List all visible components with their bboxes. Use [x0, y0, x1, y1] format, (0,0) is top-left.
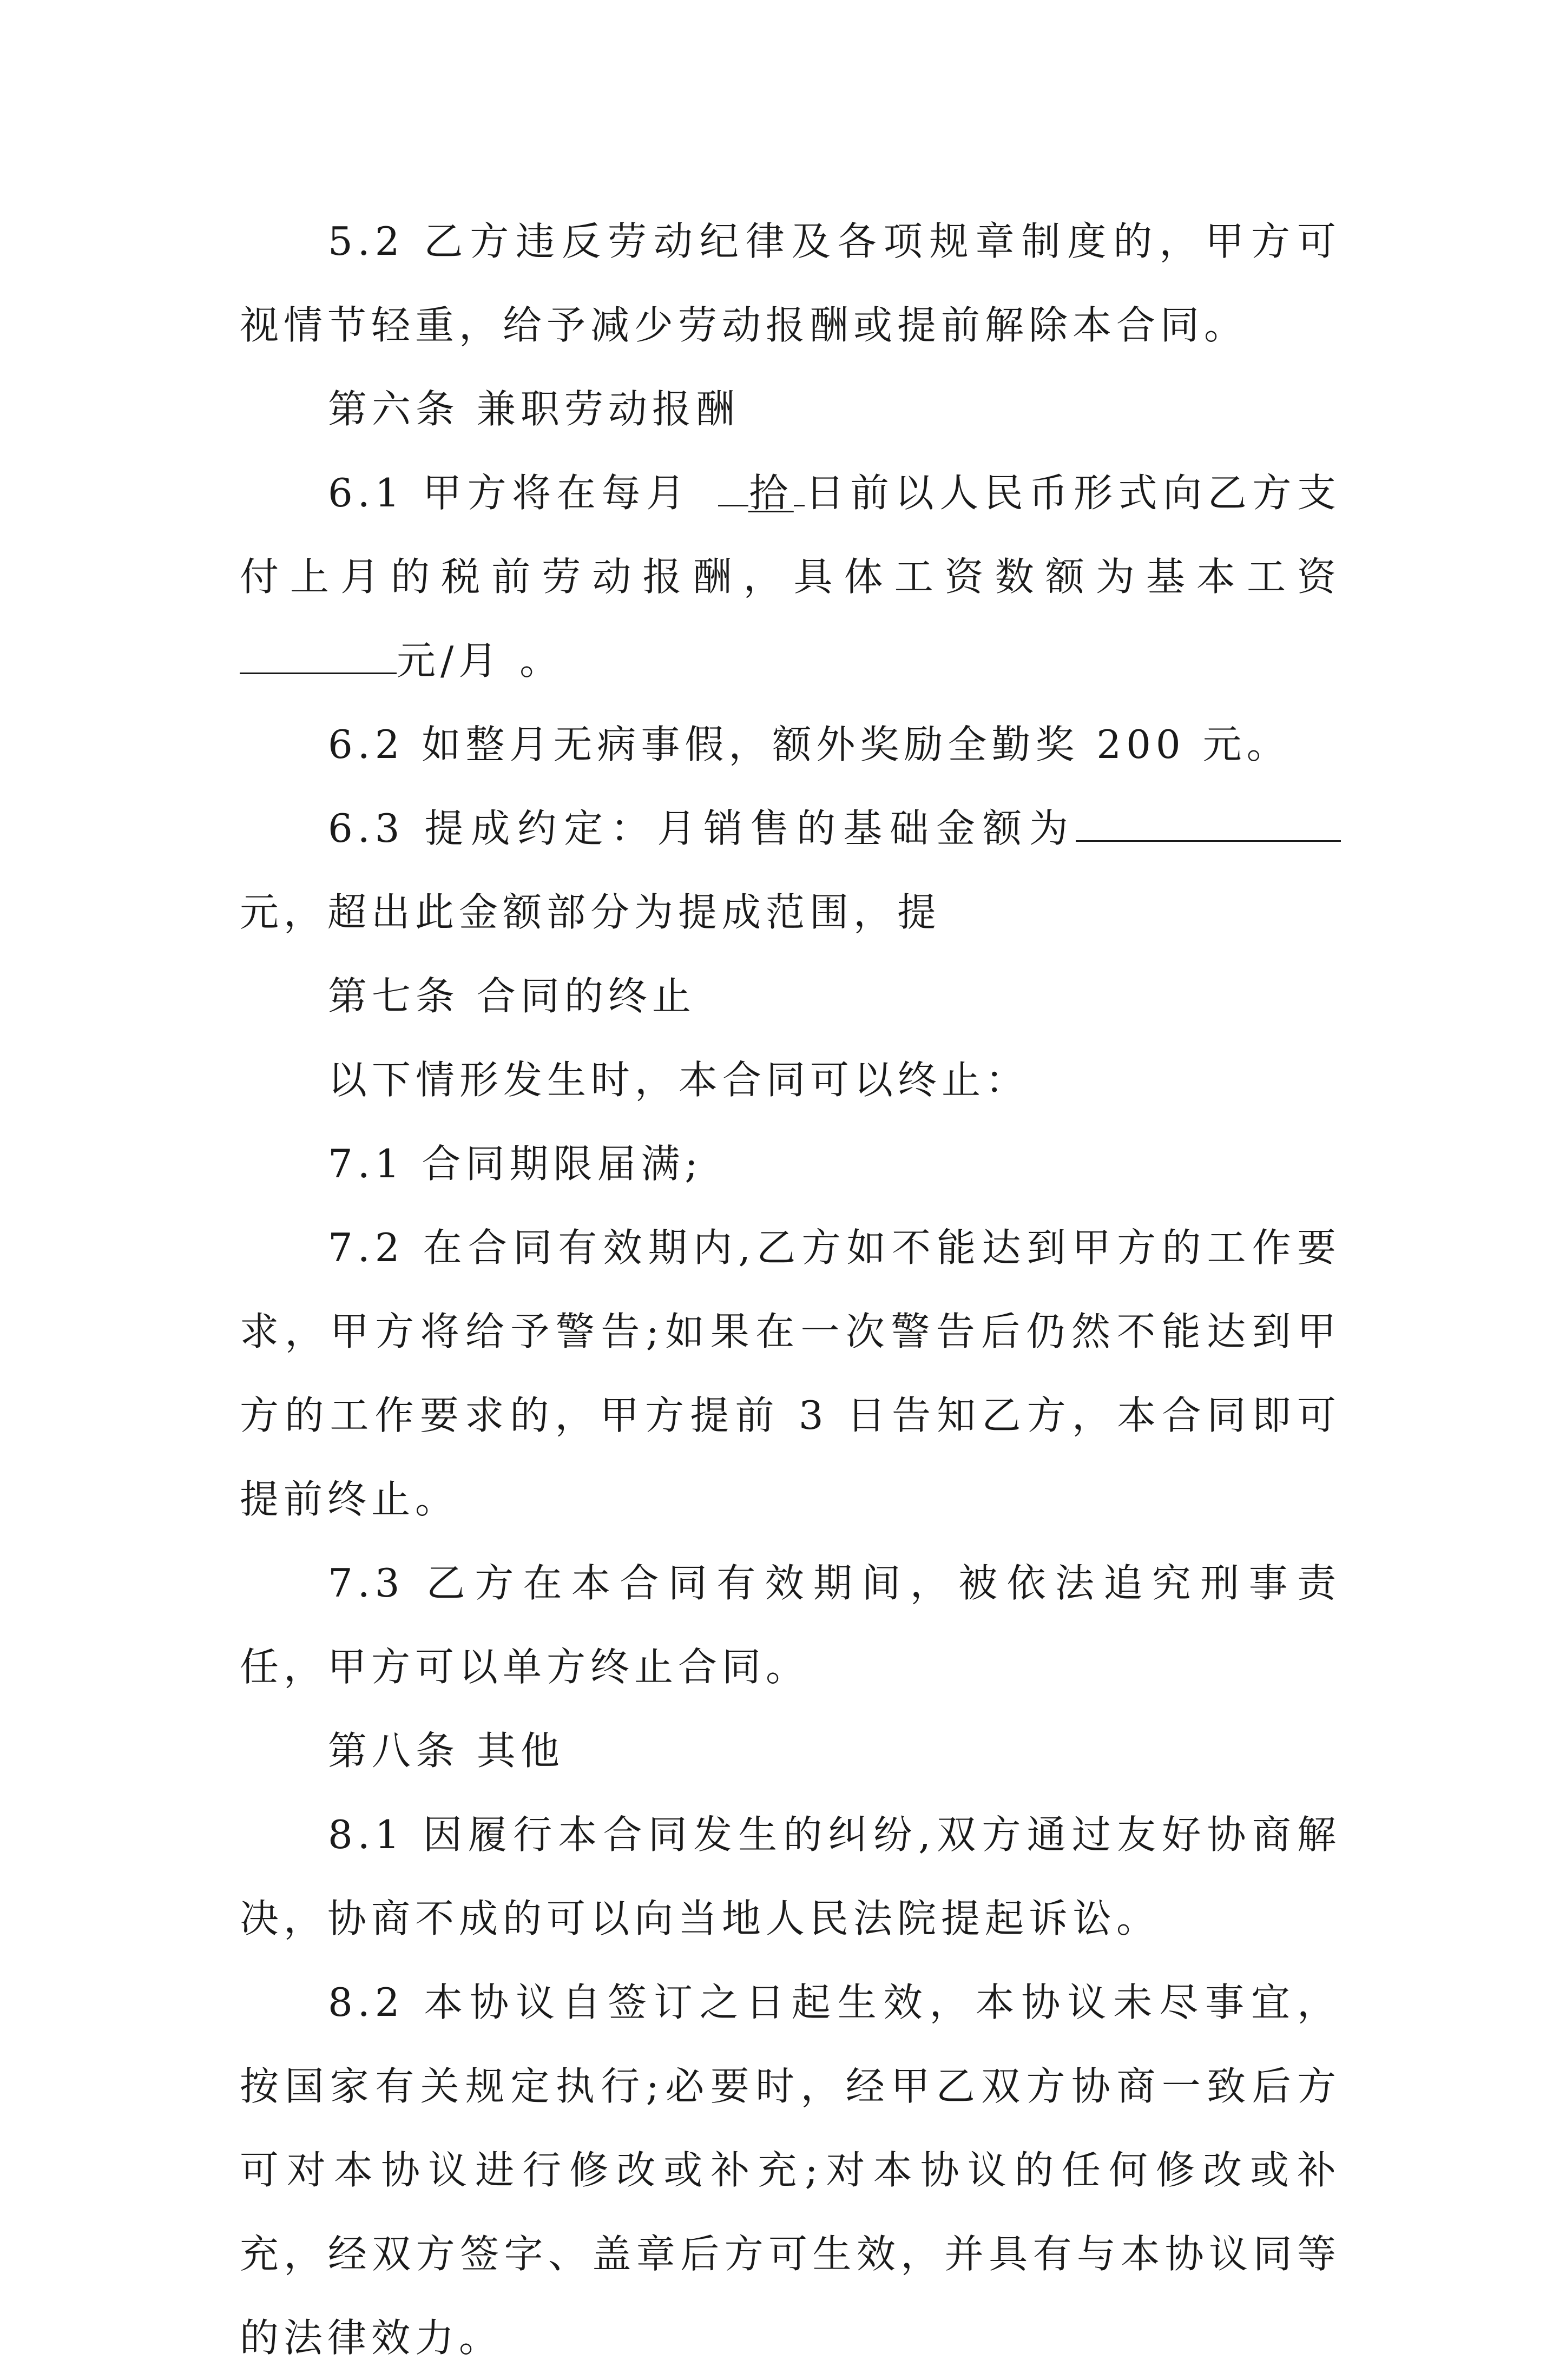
document-body	[240, 200, 1341, 2380]
payday-value: 拾	[748, 470, 794, 516]
clause-6-3-text-a: 6.3 提成约定：月销售的基础金额为	[328, 806, 1076, 851]
clause-6-1	[240, 451, 1341, 703]
clause-6-1-text-a: 6.1 甲方将在每月	[328, 470, 691, 516]
clause-7-intro: 以下情形发生时，本合同可以终止：	[328, 1057, 1030, 1103]
base-salary-blank	[240, 639, 397, 674]
clause-6-1-text-c: 元/月 。	[397, 638, 564, 683]
clause-7-1: 7.1 合同期限届满;	[328, 1141, 703, 1186]
clause-6-3-text-b: 元，超出此金额部分为提成范围，提	[240, 889, 942, 935]
clause-7-2: 7.2 在合同有效期内,乙方如不能达到甲方的工作要求，甲方将给予警告;如果在一次警告后仍然不能达到甲方的工作要求的，甲方提前 3 日告知乙方，本合同即可提前终止。	[240, 1225, 1341, 1522]
article-7-heading: 第七条 合同的终止	[328, 973, 696, 1019]
sales-base-blank	[1076, 807, 1341, 842]
payday-blank	[691, 470, 805, 516]
clause-7-3: 7.3 乙方在本合同有效期间，被依法追究刑事责任，甲方可以单方终止合同。	[240, 1560, 1341, 1690]
clause-8-1: 8.1 因履行本合同发生的纠纷,双方通过友好协商解决，协商不成的可以向当地人民法院提起诉讼。	[240, 1812, 1341, 1941]
article-8-heading: 第八条 其他	[328, 1728, 564, 1774]
clause-8-2: 8.2 本协议自签订之日起生效，本协议未尽事宜，按国家有关规定执行;必要时，经甲乙双方协商一致后方可对本协议进行修改或补充;对本协议的任何修改或补充，经双方签字、盖章后方可生效，并具有与本协议同等的法律效力。	[240, 1980, 1341, 2361]
article-6-heading: 第六条 兼职劳动报酬	[328, 386, 740, 432]
clause-6-1-text-b: 日前以人民币形式向乙方支付上月的税前劳动报酬，具体工资数额为基本工资	[240, 470, 1341, 599]
clause-6-2: 6.2 如整月无病事假，额外奖励全勤奖 200 元。	[328, 722, 1291, 767]
clause-6-3	[240, 787, 1341, 954]
clause-5-2: 5.2 乙方违反劳动纪律及各项规章制度的，甲方可视情节轻重，给予减少劳动报酬或提前解除本合同。	[240, 219, 1341, 348]
